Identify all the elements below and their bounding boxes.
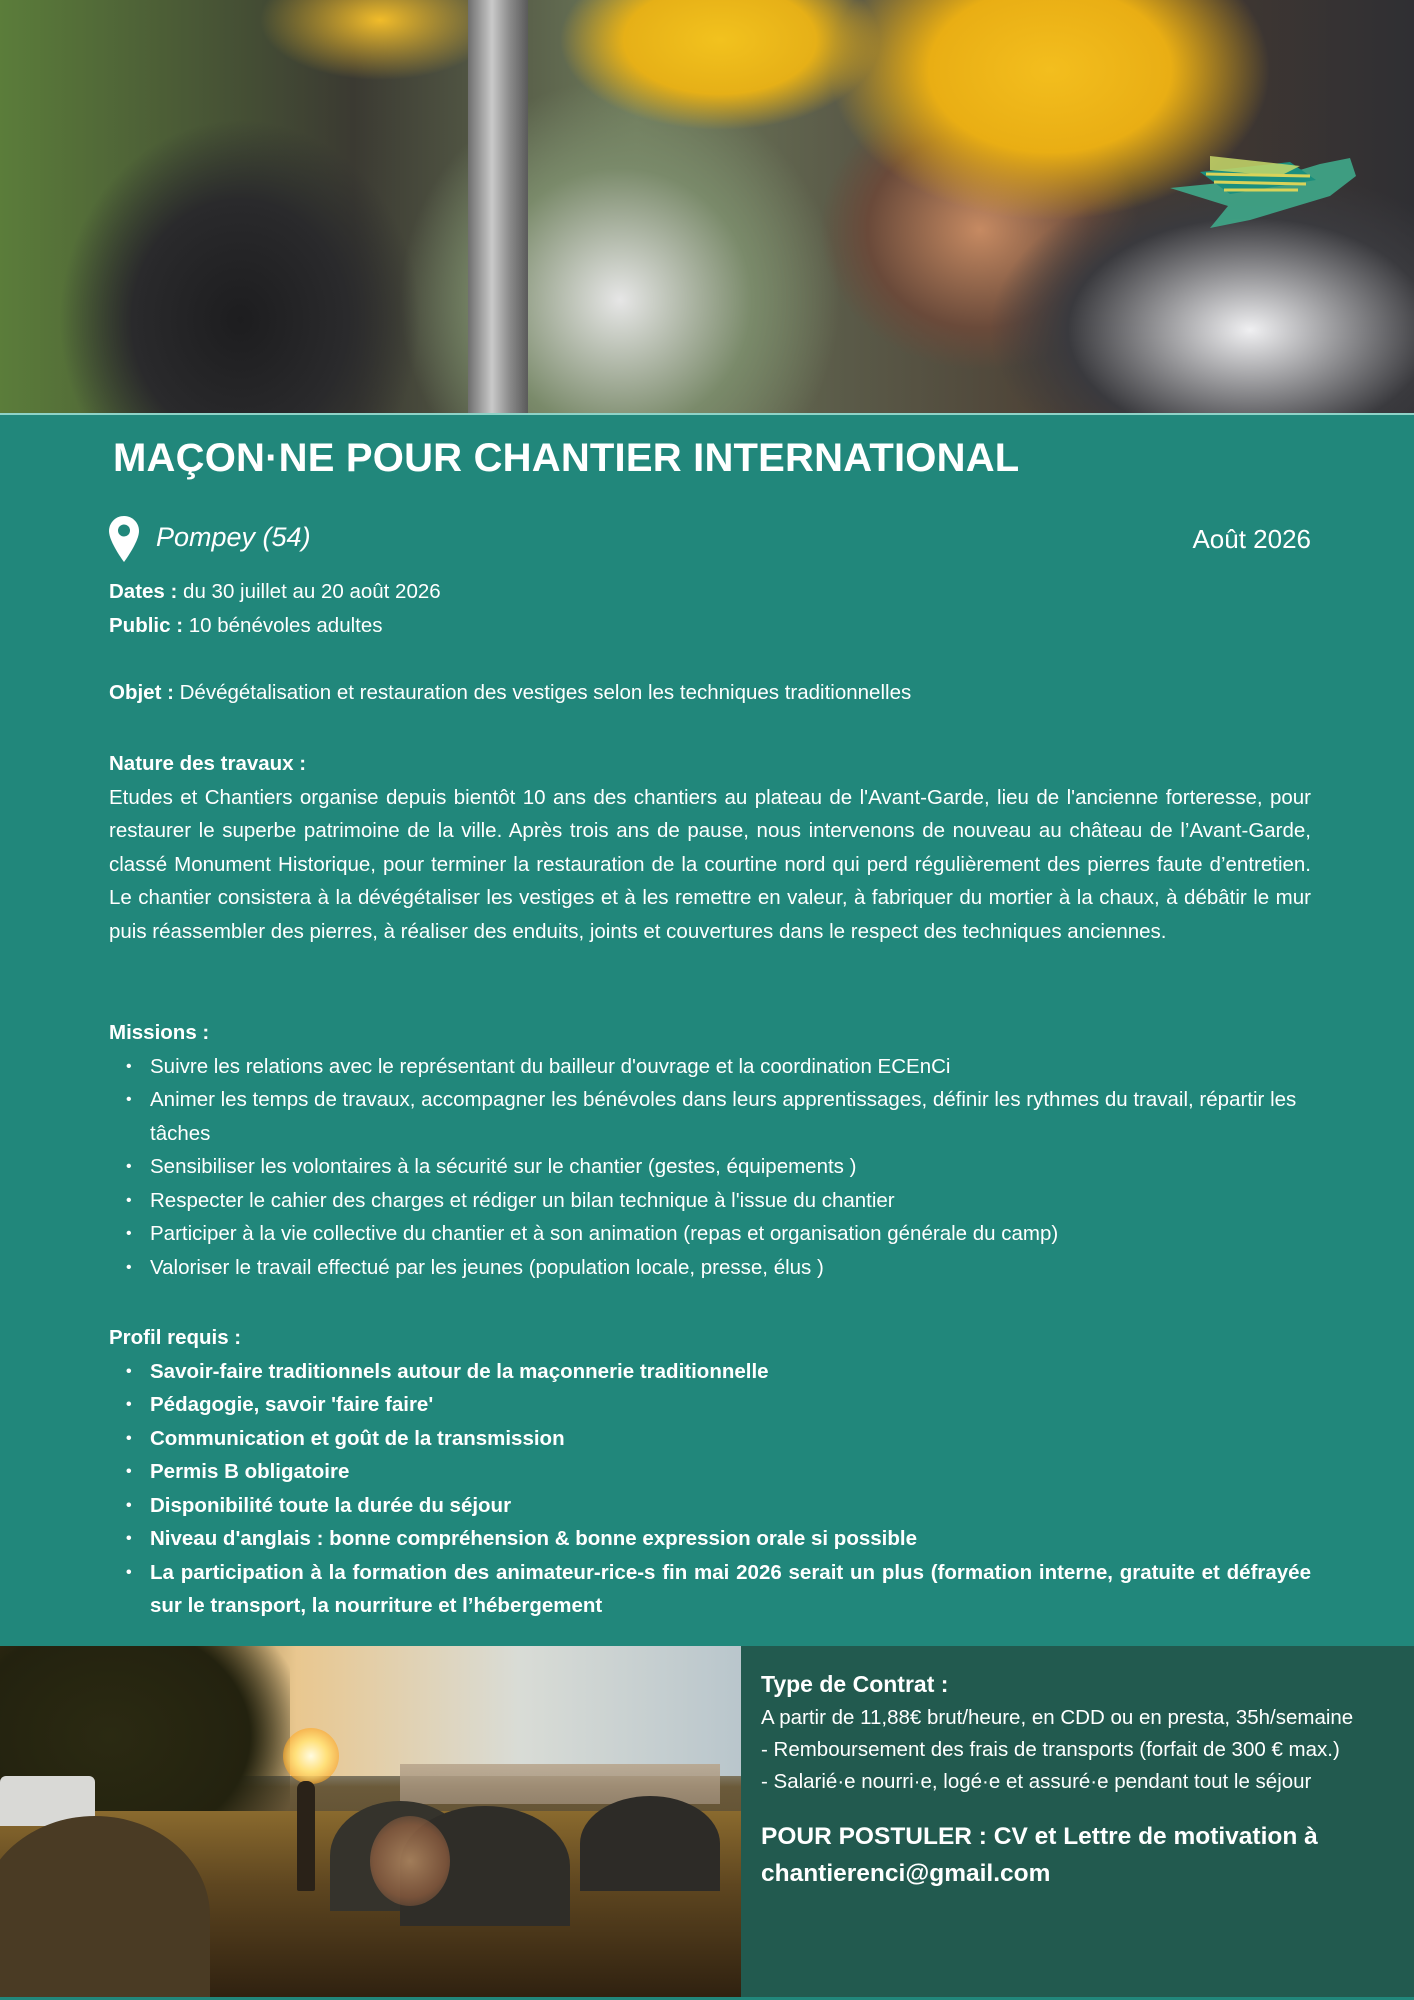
list-item: • Communication et goût de la transmission bbox=[150, 1422, 1311, 1456]
photo-sun bbox=[283, 1728, 339, 1784]
public-line bbox=[109, 609, 1311, 643]
list-item: • Permis B obligatoire bbox=[150, 1455, 1311, 1489]
photo-person bbox=[297, 1781, 315, 1891]
campsite-photo bbox=[0, 1646, 741, 1998]
objet-value: Dévégétalisation et restauration des vestiges selon les techniques traditionnelles bbox=[173, 680, 912, 704]
list-item: • Animer les temps de travaux, accompagner les bénévoles dans leurs apprentissages, définir les rythmes du travail, répartir les tâches bbox=[150, 1083, 1311, 1150]
contract-line: - Remboursement des frais de transports (forfait de 300 € max.) bbox=[761, 1738, 1340, 1761]
contract-line: A partir de 11,88€ brut/heure, en CDD ou en presta, 35h/semaine bbox=[761, 1706, 1354, 1729]
list-item: • Disponibilité toute la durée du séjour bbox=[150, 1489, 1311, 1523]
map-pin-icon bbox=[109, 516, 139, 562]
profil-heading: Profil requis : bbox=[109, 1326, 242, 1349]
list-item: • Respecter le cahier des charges et rédiger un bilan technique à l'issue du chantier bbox=[150, 1184, 1311, 1218]
location-label: Pompey (54) bbox=[156, 522, 311, 552]
list-item: • Suivre les relations avec le représentant du bailleur d'ouvrage et la coordination ECEnCi bbox=[150, 1050, 1311, 1084]
contract-panel bbox=[741, 1646, 1414, 1998]
header-photo bbox=[0, 0, 1414, 414]
list-item: • Participer à la vie collective du chantier et à son animation (repas et organisation générale du camp) bbox=[150, 1217, 1311, 1251]
missions-list bbox=[109, 1050, 1311, 1285]
list-item: • Savoir-faire traditionnels autour de la maçonnerie traditionnelle bbox=[150, 1355, 1311, 1389]
turtle-bird-logo-icon bbox=[1170, 136, 1360, 232]
page-title: MAÇON·NE POUR CHANTIER INTERNATIONAL bbox=[113, 436, 1020, 480]
list-item: • Valoriser le travail effectué par les jeunes (population locale, presse, élus ) bbox=[150, 1251, 1311, 1285]
profil-list bbox=[109, 1355, 1311, 1623]
dates-label: Dates : bbox=[109, 580, 178, 603]
location-row bbox=[109, 516, 1311, 564]
contract-content bbox=[761, 1666, 1401, 1892]
list-item: • Sensibiliser les volontaires à la sécurité sur le chantier (gestes, équipements ) bbox=[150, 1150, 1311, 1184]
period-label: Août 2026 bbox=[1192, 524, 1311, 554]
hero-divider bbox=[0, 413, 1414, 415]
meta-block bbox=[109, 575, 1311, 709]
list-item: • Pédagogie, savoir 'faire faire' bbox=[150, 1388, 1311, 1422]
scaffold-pole bbox=[468, 0, 528, 414]
contract-line: - Salarié·e nourri·e, logé·e et assuré·e pendant tout le séjour bbox=[761, 1770, 1312, 1793]
objet-label: Objet : bbox=[109, 680, 174, 704]
dates-value: du 30 juillet au 20 août 2026 bbox=[177, 580, 441, 603]
nature-section bbox=[109, 747, 1311, 948]
list-item: • Niveau d'anglais : bonne compréhension & bonne expression orale si possible bbox=[150, 1522, 1311, 1556]
list-item: • La participation à la formation des animateur-rice-s fin mai 2026 serait un plus (formation interne, gratuite et défrayée sur le transport, la nourriture et l’hébergement bbox=[150, 1556, 1311, 1623]
public-value: 10 bénévoles adultes bbox=[183, 613, 383, 637]
contract-heading: Type de Contrat : bbox=[761, 1671, 949, 1697]
apply-instructions: POUR POSTULER : CV et Lettre de motivation à chantierenci@gmail.com bbox=[761, 1823, 1318, 1887]
dates-line bbox=[109, 575, 1311, 609]
photo-tent bbox=[580, 1796, 720, 1891]
nature-text: Etudes et Chantiers organise depuis bientôt 10 ans des chantiers au plateau de l'Avant-Garde, lieu de l'ancienne forteresse, pour restaurer le superbe patrimoine de la ville. Après trois ans de pause, nous intervenons de nouveau au château de l’Avant-Garde, classé Monument Historique, pour terminer la restauration de la courtine nord qui perd régulièrement des pierres faute d’entretien. Le chantier consistera à la dévégétaliser les vestiges et à les remettre en valeur, à fabriquer du mortier à la chaux, à débâtir le mur puis réassembler des pierres, à réaliser des enduits, joints et couvertures dans le respect des techniques anciennes. bbox=[109, 785, 1311, 943]
objet-line bbox=[109, 676, 1311, 710]
missions-section bbox=[109, 1016, 1311, 1284]
nature-heading: Nature des travaux : bbox=[109, 752, 307, 775]
profil-section bbox=[109, 1321, 1311, 1623]
photo-lens-flare bbox=[370, 1816, 450, 1906]
public-label: Public : bbox=[109, 613, 184, 637]
missions-heading: Missions : bbox=[109, 1021, 210, 1044]
